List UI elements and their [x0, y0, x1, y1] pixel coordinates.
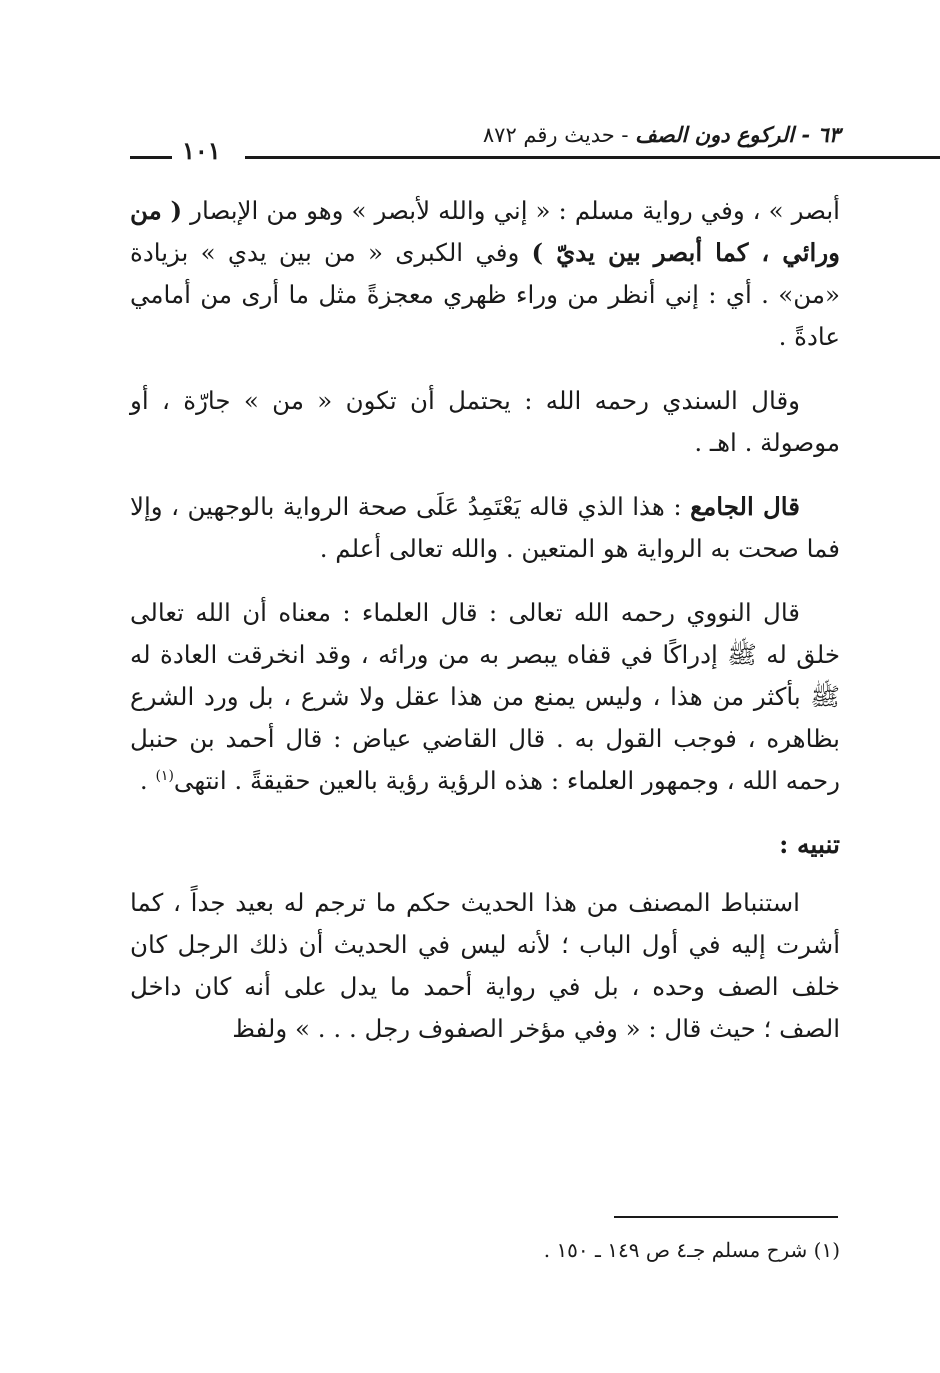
paragraph-1: [130, 190, 840, 358]
footnote-rule: [614, 1216, 838, 1218]
running-title-chapter: ٦٣ - الركوع دون الصف: [635, 122, 840, 147]
paragraph-4-end: .: [139, 766, 156, 795]
header-rule: [245, 156, 940, 159]
header-rule-short: [130, 156, 172, 159]
paragraph-1-text-b: وفي الكبرى « من بين يدي » بزيادة «من» . أي : إني أنظر من وراء ظهري معجزةً مثل ما أرى من أمامي عادةً .: [130, 238, 840, 351]
body-text: [130, 190, 840, 1072]
paragraph-3-label: قال الجامع: [690, 492, 800, 521]
paragraph-2: وقال السندي رحمه الله : يحتمل أن تكون « من » جارّة ، أو موصولة . اهـ .: [130, 386, 840, 457]
section-heading: تنبيه :: [779, 830, 840, 859]
paragraph-4-text: قال النووي رحمه الله تعالى : قال العلماء : معناه أن الله تعالى خلق له ﷺ إدراكًا في قفاه يبصر به من ورائه ، وقد انخرقت العادة له ﷺ بأكثر من هذا ، وليس يمنع من هذا عقل ولا شرع ، بل ورد الشرع بظاهره ، فوجب القول به . قال القاضي عياض : قال أحمد بن حنبل رحمه الله ، وجمهور العلماء : هذه الرؤية رؤية بالعين حقيقةً . انتهى: [130, 598, 840, 795]
running-title: [483, 122, 840, 147]
footnote: (١) شرح مسلم جـ٤ ص ١٤٩ ـ ١٥٠ .: [543, 1238, 840, 1262]
paragraph-1-quote: ( من ورائي ، كما أبصر بين يديّ ): [130, 196, 840, 267]
footnote-ref: (١): [155, 767, 174, 784]
page-number: ١٠١: [182, 136, 221, 165]
paragraph-3-text: : هذا الذي قاله يَعْتَمِدُ عَلَى صحة الرواية بالوجهين ، وإلا فما صحت به الرواية هو المتعين . والله تعالى أعلم .: [130, 492, 840, 563]
paragraph-1-text-a: أبصر » ، وفي رواية مسلم : « إني والله لأبصر » وهو من الإبصار: [182, 196, 840, 225]
paragraph-3: [130, 486, 840, 570]
paragraph-4: [130, 592, 840, 802]
paragraph-5: استنباط المصنف من هذا الحديث حكم ما ترجم له بعيد جداً ، كما أشرت إليه في أول الباب ؛ لأنه ليس في الحديث أن ذلك الرجل كان خلف الصف وحده ، بل في رواية أحمد ما يدل على أنه كان داخل الصف ؛ حيث قال : « وفي مؤخر الصفوف رجل . . . » ولفظ: [130, 888, 840, 1043]
running-title-hadith: - حديث رقم ٨٧٢: [482, 123, 636, 147]
